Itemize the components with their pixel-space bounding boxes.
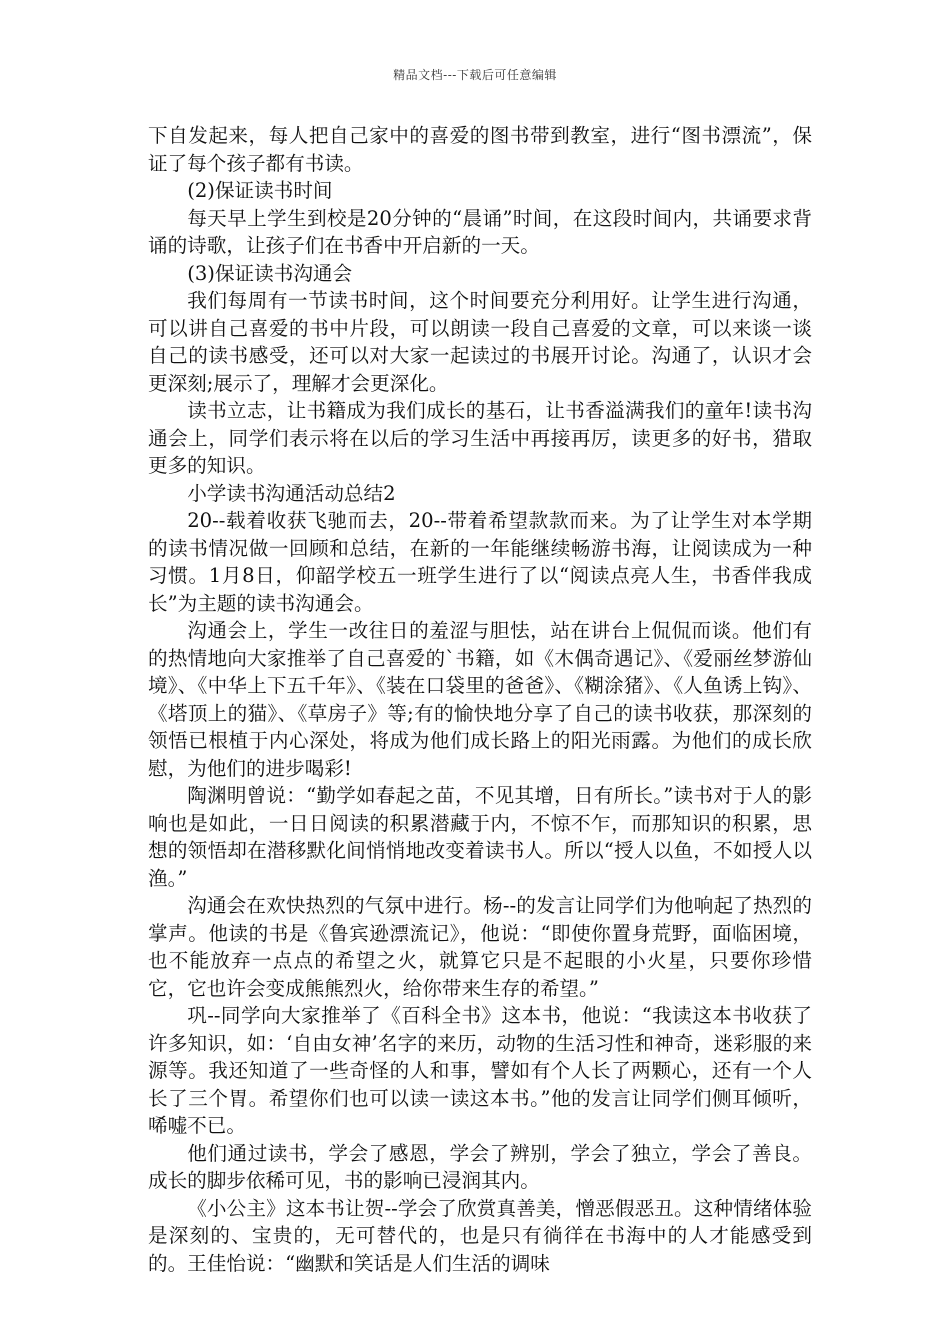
paragraph-11: 沟通会在欢快热烈的气氛中进行。杨--的发言让同学们为他响起了热烈的掌声。他读的书是《鲁宾逊漂流记》，他说：“即使你置身荒野，面临困境，也不能放弃一点点的希望之火，就算它只是不起眼的小火星，只要你珍惜它，它也许会变成熊熊烈火，给你带来生存的希望。”: [148, 894, 812, 1000]
paragraph-6: 读书立志，让书籍成为我们成长的基石，让书香溢满我们的童年!读书沟通会上，同学们表示将在以后的学习生活中再接再厉，读更多的好书，猎取更多的知识。: [148, 399, 812, 477]
paragraph-2: (2)保证读书时间: [187, 179, 333, 202]
paragraph-10: 陶渊明曾说：“勤学如春起之苗，不见其增，日有所长。”读书对于人的影响也是如此，一日日阅读的积累潜藏于内，不惊不乍，而那知识的积累，思想的领悟却在潜移默化间悄悄地改变着读书人。所以“授人以鱼，不如授人以渔。”: [148, 784, 812, 890]
page-header: 精品文档---下载后可任意编辑: [393, 68, 557, 82]
section-title: 小学读书沟通活动总结2: [187, 481, 396, 505]
paragraph-1: 下自发起来，每人把自己家中的喜爱的图书带到教室，进行“图书漂流”，保证了每个孩子都有书读。: [148, 124, 812, 175]
paragraph-9: 沟通会上，学生一改往日的羞涩与胆怯，站在讲台上侃侃而谈。他们有的热情地向大家推举了自己喜爱的`书籍，如《木偶奇遇记》、《爱丽丝梦游仙境》、《中华上下五千年》、《装在口袋里的爸爸》、《糊涂猪》、《人鱼诱上钩》、《塔顶上的猫》、《草房子》等;有的愉快地分享了自己的读书收获，那深刻的领悟已根植于内心深处，将成为他们成长路上的阳光雨露。为他们的成长欣慰，为他们的进步喝彩!: [148, 619, 812, 780]
paragraph-14: 《小公主》这本书让贺--学会了欣赏真善美，憎恶假恶丑。这种情绪体验是深刻的、宝贵的，无可替代的，也是只有徜徉在书海中的人才能感受到的。王佳怡说：“幽默和笑话是人们生活的调味: [148, 1196, 812, 1275]
paragraph-4: (3)保证读书沟通会: [187, 261, 353, 285]
paragraph-13: 他们通过读书，学会了感恩，学会了辨别，学会了独立，学会了善良。成长的脚步依稀可见，书的影响已浸润其内。: [148, 1141, 812, 1192]
paragraph-5: 我们每周有一节读书时间，这个时间要充分利用好。让学生进行沟通，可以讲自己喜爱的书中片段，可以朗读一段自己喜爱的文章，可以来谈一谈自己的读书感受，还可以对大家一起读过的书展开讨论。沟通了，认识才会更深刻;展示了，理解才会更深化。: [148, 289, 812, 395]
document-body: [148, 122, 812, 1277]
paragraph-3: 每天早上学生到校是20分钟的“晨诵”时间，在这段时间内，共诵要求背诵的诗歌，让孩子们在书香中开启新的一天。: [148, 206, 812, 257]
paragraph-12: 巩--同学向大家推举了《百科全书》这本书，他说：“我读这本书收获了许多知识，如：‘自由女神’名字的来历，动物的生活习性和神奇，迷彩服的来源等。我还知道了一些奇怪的人和事，譬如有个人长了两颗心，还有一个人长了三个胃。希望你们也可以读一读这本书。”他的发言让同学们侧耳倾听，唏嘘不已。: [148, 1004, 812, 1137]
paragraph-8: 20--载着收获飞驰而去，20--带着希望款款而来。为了让学生对本学期的读书情况做一回顾和总结，在新的一年能继续畅游书海，让阅读成为一种习惯。1月8日，仰韶学校五一班学生进行了以“阅读点亮人生，书香伴我成长”为主题的读书沟通会。: [148, 509, 812, 615]
